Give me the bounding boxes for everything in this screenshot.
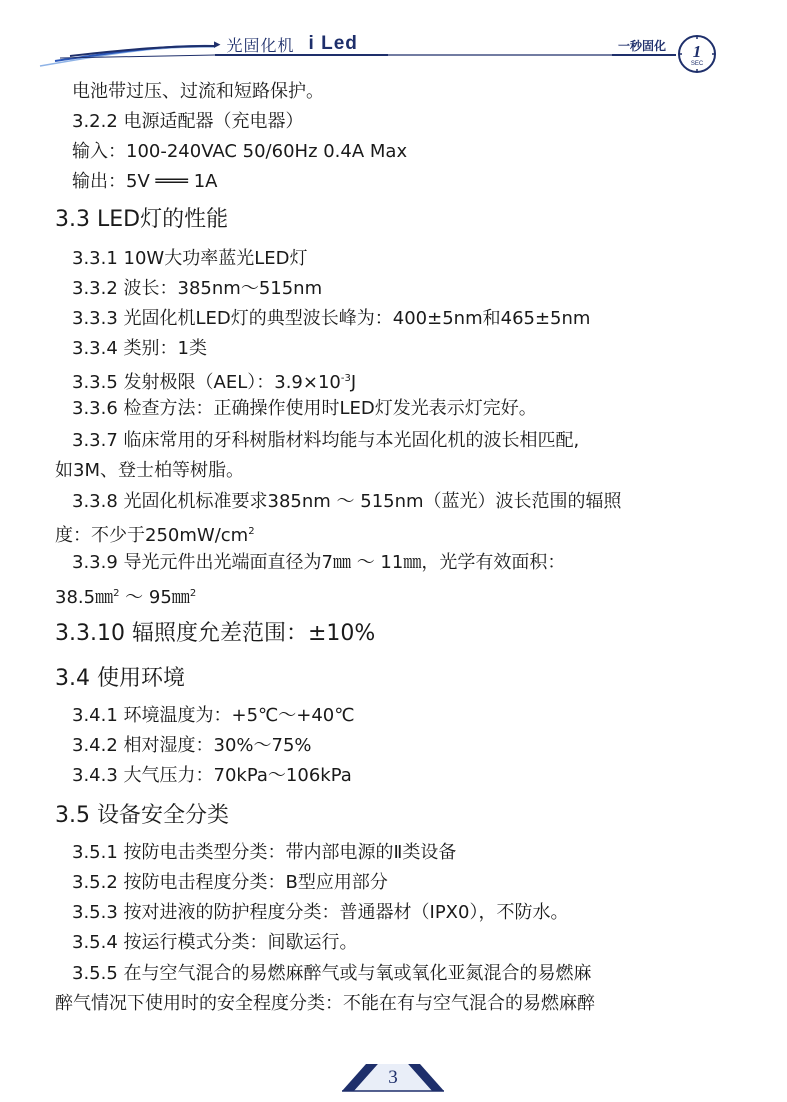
text-line: 3.3.6 检查方法：正确操作使用时LED灯发光表示灯完好。 (72, 398, 537, 419)
text-line: 3.3.3 光固化机LED灯的典型波长峰为：400±5nm和465±5nm (72, 308, 591, 329)
text-line: 3.5.2 按防电击程度分类：B型应用部分 (72, 872, 388, 893)
text-line: 3.5.1 按防电击类型分类：带内部电源的Ⅱ类设备 (72, 842, 457, 863)
text-line: 3.4.1 环境温度为：+5℃～+40℃ (72, 705, 355, 726)
text-line: 如3M、登士柏等树脂。 (55, 460, 244, 481)
badge-number: 1 (692, 42, 702, 61)
header-slogan: 一秒固化 (618, 39, 667, 53)
text-line: 3.3.9 导光元件出光端面直径为7㎜ ～ 11㎜，光学有效面积： (72, 552, 566, 573)
brand-name-cn: 光固化机 (226, 35, 295, 55)
text-line: 醉气情况下使用时的安全程度分类：不能在有与空气混合的易燃麻醉 (55, 993, 595, 1014)
text-line: 3.3.7 临床常用的牙科树脂材料均能与本光固化机的波长相匹配, (72, 430, 580, 451)
page-number: 3 (388, 1067, 398, 1088)
section-heading-3-5: 3.5 设备安全分类 (55, 803, 229, 828)
text-line: 3.5.3 按对进液的防护程度分类：普通器材（IPX0），不防水。 (72, 902, 569, 923)
text-line: 输出：5V ═══ 1A (72, 171, 218, 192)
text-line: 3.3.4 类别：1类 (72, 338, 207, 359)
text-line: 电池带过压、过流和短路保护。 (72, 81, 324, 102)
section-heading-3-3: 3.3 LED灯的性能 (55, 207, 229, 232)
section-heading-3-4: 3.4 使用环境 (55, 666, 185, 691)
brand-mark-icon: ▸ (214, 36, 221, 52)
text-line: 3.3.5 发射极限（AEL）：$3.9\times 10^{-3}J$ (72, 372, 357, 393)
text-line: 3.3.2 波长：385nm～515nm (72, 278, 323, 299)
text-line: 3.5.4 按运行模式分类：间歇运行。 (72, 932, 358, 953)
section-heading-3-3-10: 3.3.10 辐照度允差范围：±10% (55, 621, 376, 646)
text-line: 输入：100-240VAC 50/60Hz 0.4A Max (72, 141, 408, 162)
badge-label: SEC (690, 61, 704, 67)
text-line: 3.5.5 在与空气混合的易燃麻醉气或与氧或氧化亚氮混合的易燃麻 (72, 963, 592, 984)
text-line: 38.5㎜$^2$ ～ 95㎜$^2$ (55, 587, 197, 608)
text-line: 3.4.2 相对湿度：30%～75% (72, 735, 312, 756)
text-line: 3.3.8 光固化机标准要求385nm ～ 515nm（蓝光）波长范围的辐照 (72, 491, 622, 512)
brand-name-en: i Led (308, 33, 358, 54)
page-footer (340, 1062, 446, 1092)
text-line: 3.4.3 大气压力：70kPa～106kPa (72, 765, 352, 786)
text-line: 度：不少于$250mW/cm^2$ (55, 525, 255, 546)
text-line: 3.3.1 10W大功率蓝光LED灯 (72, 248, 308, 269)
text-line: 3.2.2 电源适配器（充电器） (72, 111, 304, 132)
